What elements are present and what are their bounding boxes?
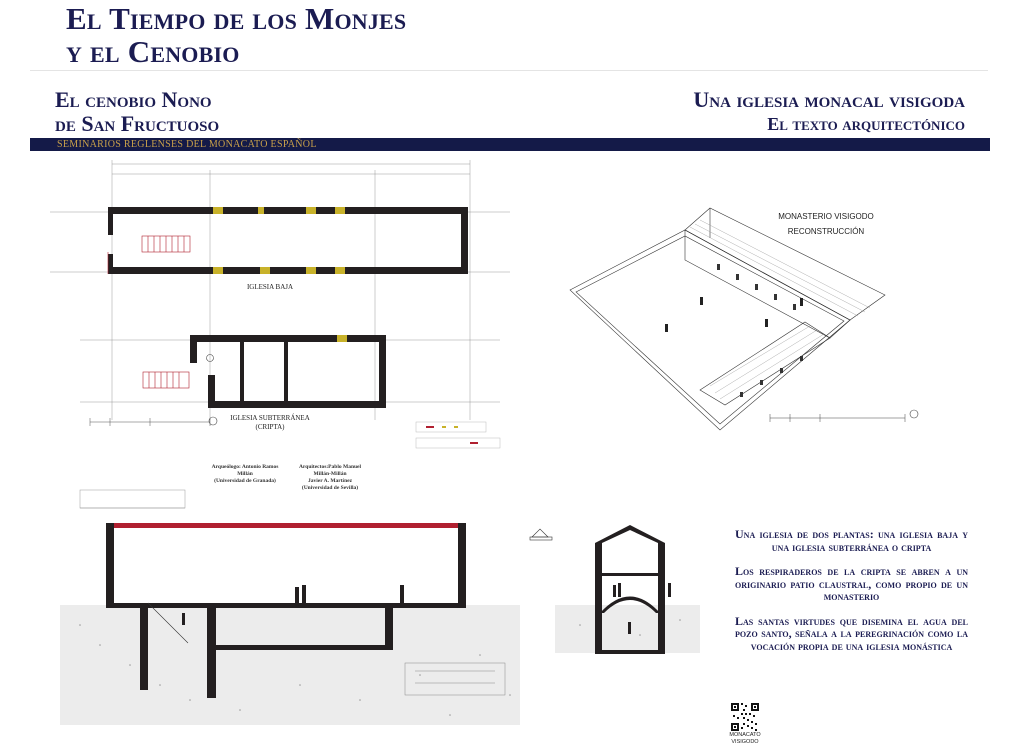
plan-label-crypt-line2: (CRIPTA) <box>255 423 285 431</box>
left-heading <box>55 88 219 136</box>
axonometric-title-line1: MONASTERIO VISIGODO <box>778 212 874 221</box>
qr-caption <box>722 732 768 746</box>
qr-code-icon[interactable] <box>731 703 759 731</box>
poster-title-line2: y el Cenobio <box>66 34 240 69</box>
qr-caption-line1: MONACATO <box>729 732 761 738</box>
right-heading <box>693 88 965 136</box>
plan-label-upper: IGLESIA BAJA <box>246 283 294 291</box>
poster-title-line1: El Tiempo de los Monjes <box>66 1 407 36</box>
credits-architects-line1: Arquitectos:Pablo Manuel Millán-Millán <box>298 464 362 477</box>
credits-archaeologist <box>205 464 285 485</box>
statement-2: Los respiraderos de la cripta se abren a un originario patio claustral, como propio de un monasterio <box>735 564 968 603</box>
statement-1: Una iglesia de dos plantas: una iglesia baja y una iglesia subterránea o cripta <box>735 527 968 554</box>
right-heading-line2: El texto arquitectónico <box>767 114 965 134</box>
sections-drawing <box>40 485 730 745</box>
credits-archaeologist-line2: (Universidad de Granada) <box>214 478 276 484</box>
title-divider <box>30 70 988 71</box>
credits-architects-line2: Javier A. Martínez <box>307 478 353 484</box>
right-heading-line1: Una iglesia monacal visigoda <box>693 87 965 112</box>
poster-title <box>66 2 406 68</box>
credits-archaeologist-line1: Arqueólogo: Antonio Ramos Millán <box>211 464 279 477</box>
axonometric-title-line2: RECONSTRUCCIÓN <box>787 227 865 236</box>
plan-label-crypt <box>220 414 320 432</box>
floor-plans-drawing <box>50 150 520 450</box>
seminar-band-text: SEMINARIOS REGLENSES DEL MONACATO ESPAÑOL <box>57 139 317 150</box>
left-heading-line2: de San Fructuoso <box>55 111 220 136</box>
axonometric-title <box>760 209 892 239</box>
plan-label-crypt-line1: IGLESIA SUBTERRÁNEA <box>230 414 310 422</box>
statements-panel <box>735 528 968 664</box>
credits-architects-line3: (Universidad de Sevilla) <box>301 485 359 491</box>
left-heading-line1: El cenobio Nono <box>55 87 212 112</box>
statement-3: Las santas virtudes que disemina el agua del pozo santo, señala a la peregrinación como la vocación propia de una iglesia monástica <box>735 613 968 653</box>
qr-caption-line2: VISIGODO <box>731 739 759 745</box>
